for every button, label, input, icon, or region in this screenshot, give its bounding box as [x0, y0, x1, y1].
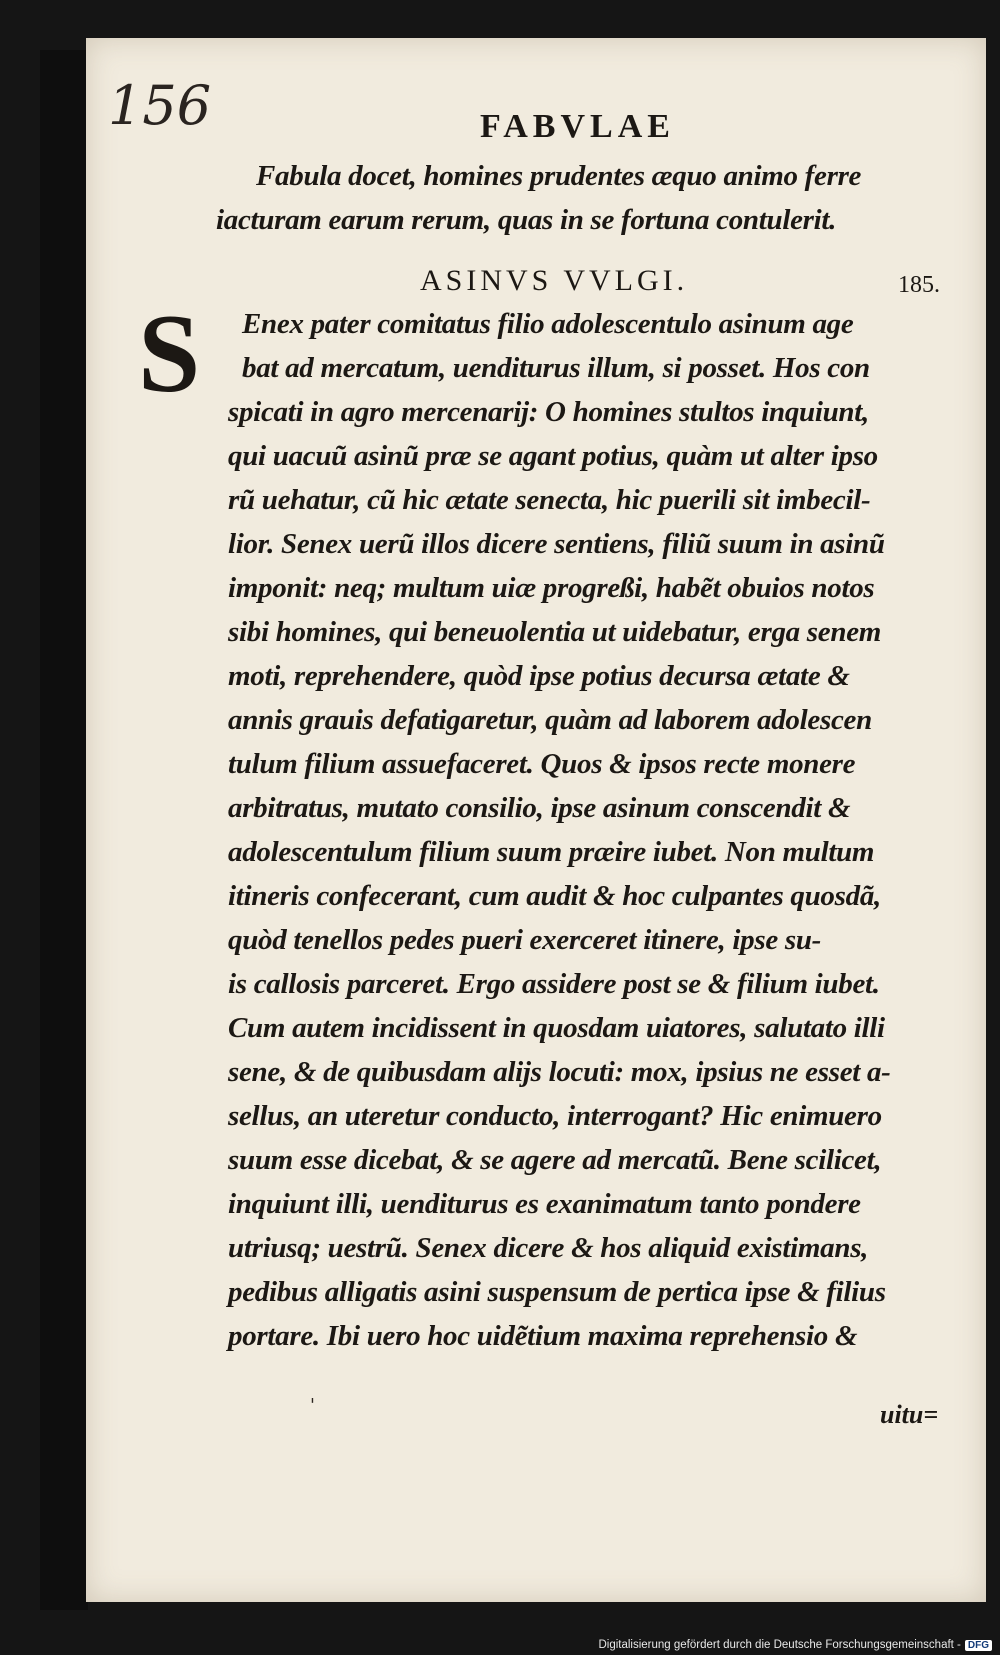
fable-number: 185.	[898, 272, 940, 298]
text-line: is callosis parceret. Ergo assidere post se & filium iubet.	[228, 968, 880, 1000]
text-line: quòd tenellos pedes pueri exerceret itinere, ipse su-	[228, 924, 822, 956]
text-line: sibi homines, qui beneuolentia ut uidebatur, erga senem	[228, 616, 882, 648]
text-line: Enex pater comitatus filio adolescentulo asinum age	[242, 308, 854, 340]
text-line: Cum autem incidissent in quosdam uiatores, salutato illi	[228, 1012, 885, 1044]
text-line: portare. Ibi uero hoc uidẽtium maxima reprehensio &	[228, 1320, 858, 1352]
drop-cap-initial: S	[138, 292, 201, 416]
text-line: adolescentulum filium suum præire iubet. Non multum	[228, 836, 875, 868]
text-line: itineris confecerant, cum audit & hoc culpantes quosdã,	[228, 880, 881, 912]
text-line: bat ad mercatum, uenditurus illum, si posset. Hos con	[242, 352, 870, 384]
text-line: annis grauis defatigaretur, quàm ad laborem adolescen	[228, 704, 872, 736]
text-line: inquiunt illi, uenditurus es exanimatum tanto pondere	[228, 1188, 861, 1220]
text-line: Fabula docet, homines prudentes æquo animo ferre	[256, 160, 862, 192]
catchword: uitu=	[880, 1400, 939, 1429]
text-line: iacturam earum rerum, quas in se fortuna contulerit.	[216, 204, 837, 236]
text-line: arbitratus, mutato consilio, ipse asinum conscendit &	[228, 792, 851, 824]
text-line: lior. Senex uerũ illos dicere sentiens, filiũ suum in asinũ	[228, 528, 885, 560]
text-line: moti, reprehendere, quòd ipse potius decursa ætate &	[228, 660, 850, 692]
text-line: sene, & de quibusdam alijs locuti: mox, ipsius ne esset a-	[228, 1056, 891, 1088]
dfg-logo: DFG	[965, 1640, 992, 1651]
text-line: qui uacuũ asinũ præ se agant potius, quàm ut alter ipso	[228, 440, 878, 472]
text-line: sellus, an uteretur conducto, interrogant? Hic enimuero	[228, 1100, 882, 1132]
text-line: spicati in agro mercenarij: O homines stultos inquiunt,	[228, 396, 869, 428]
running-head: FABVLAE	[480, 108, 675, 145]
text-line: rũ uehatur, cũ hic ætate senecta, hic puerili sit imbecil-	[228, 484, 871, 516]
text-line: tulum filium assuefaceret. Quos & ipsos recte monere	[228, 748, 856, 780]
text-line: utriusq; uestrũ. Senex dicere & hos aliquid existimans,	[228, 1232, 869, 1264]
text-line: suum esse dicebat, & se agere ad mercatũ. Bene scilicet,	[228, 1144, 882, 1176]
digitization-credit	[598, 1639, 992, 1651]
text-line: pedibus alligatis asini suspensum de pertica ipse & filius	[228, 1276, 886, 1308]
stray-mark: '	[310, 1395, 315, 1416]
book-edge	[40, 50, 88, 1610]
credit-text: Digitalisierung gefördert durch die Deutsche Forschungsgemeinschaft -	[598, 1639, 961, 1651]
text-line: imponit: neq; multum uiæ progreßi, habẽt obuios notos	[228, 572, 875, 604]
fable-title: ASINVS VVLGI.	[420, 264, 689, 297]
page-number: 156	[108, 74, 212, 137]
